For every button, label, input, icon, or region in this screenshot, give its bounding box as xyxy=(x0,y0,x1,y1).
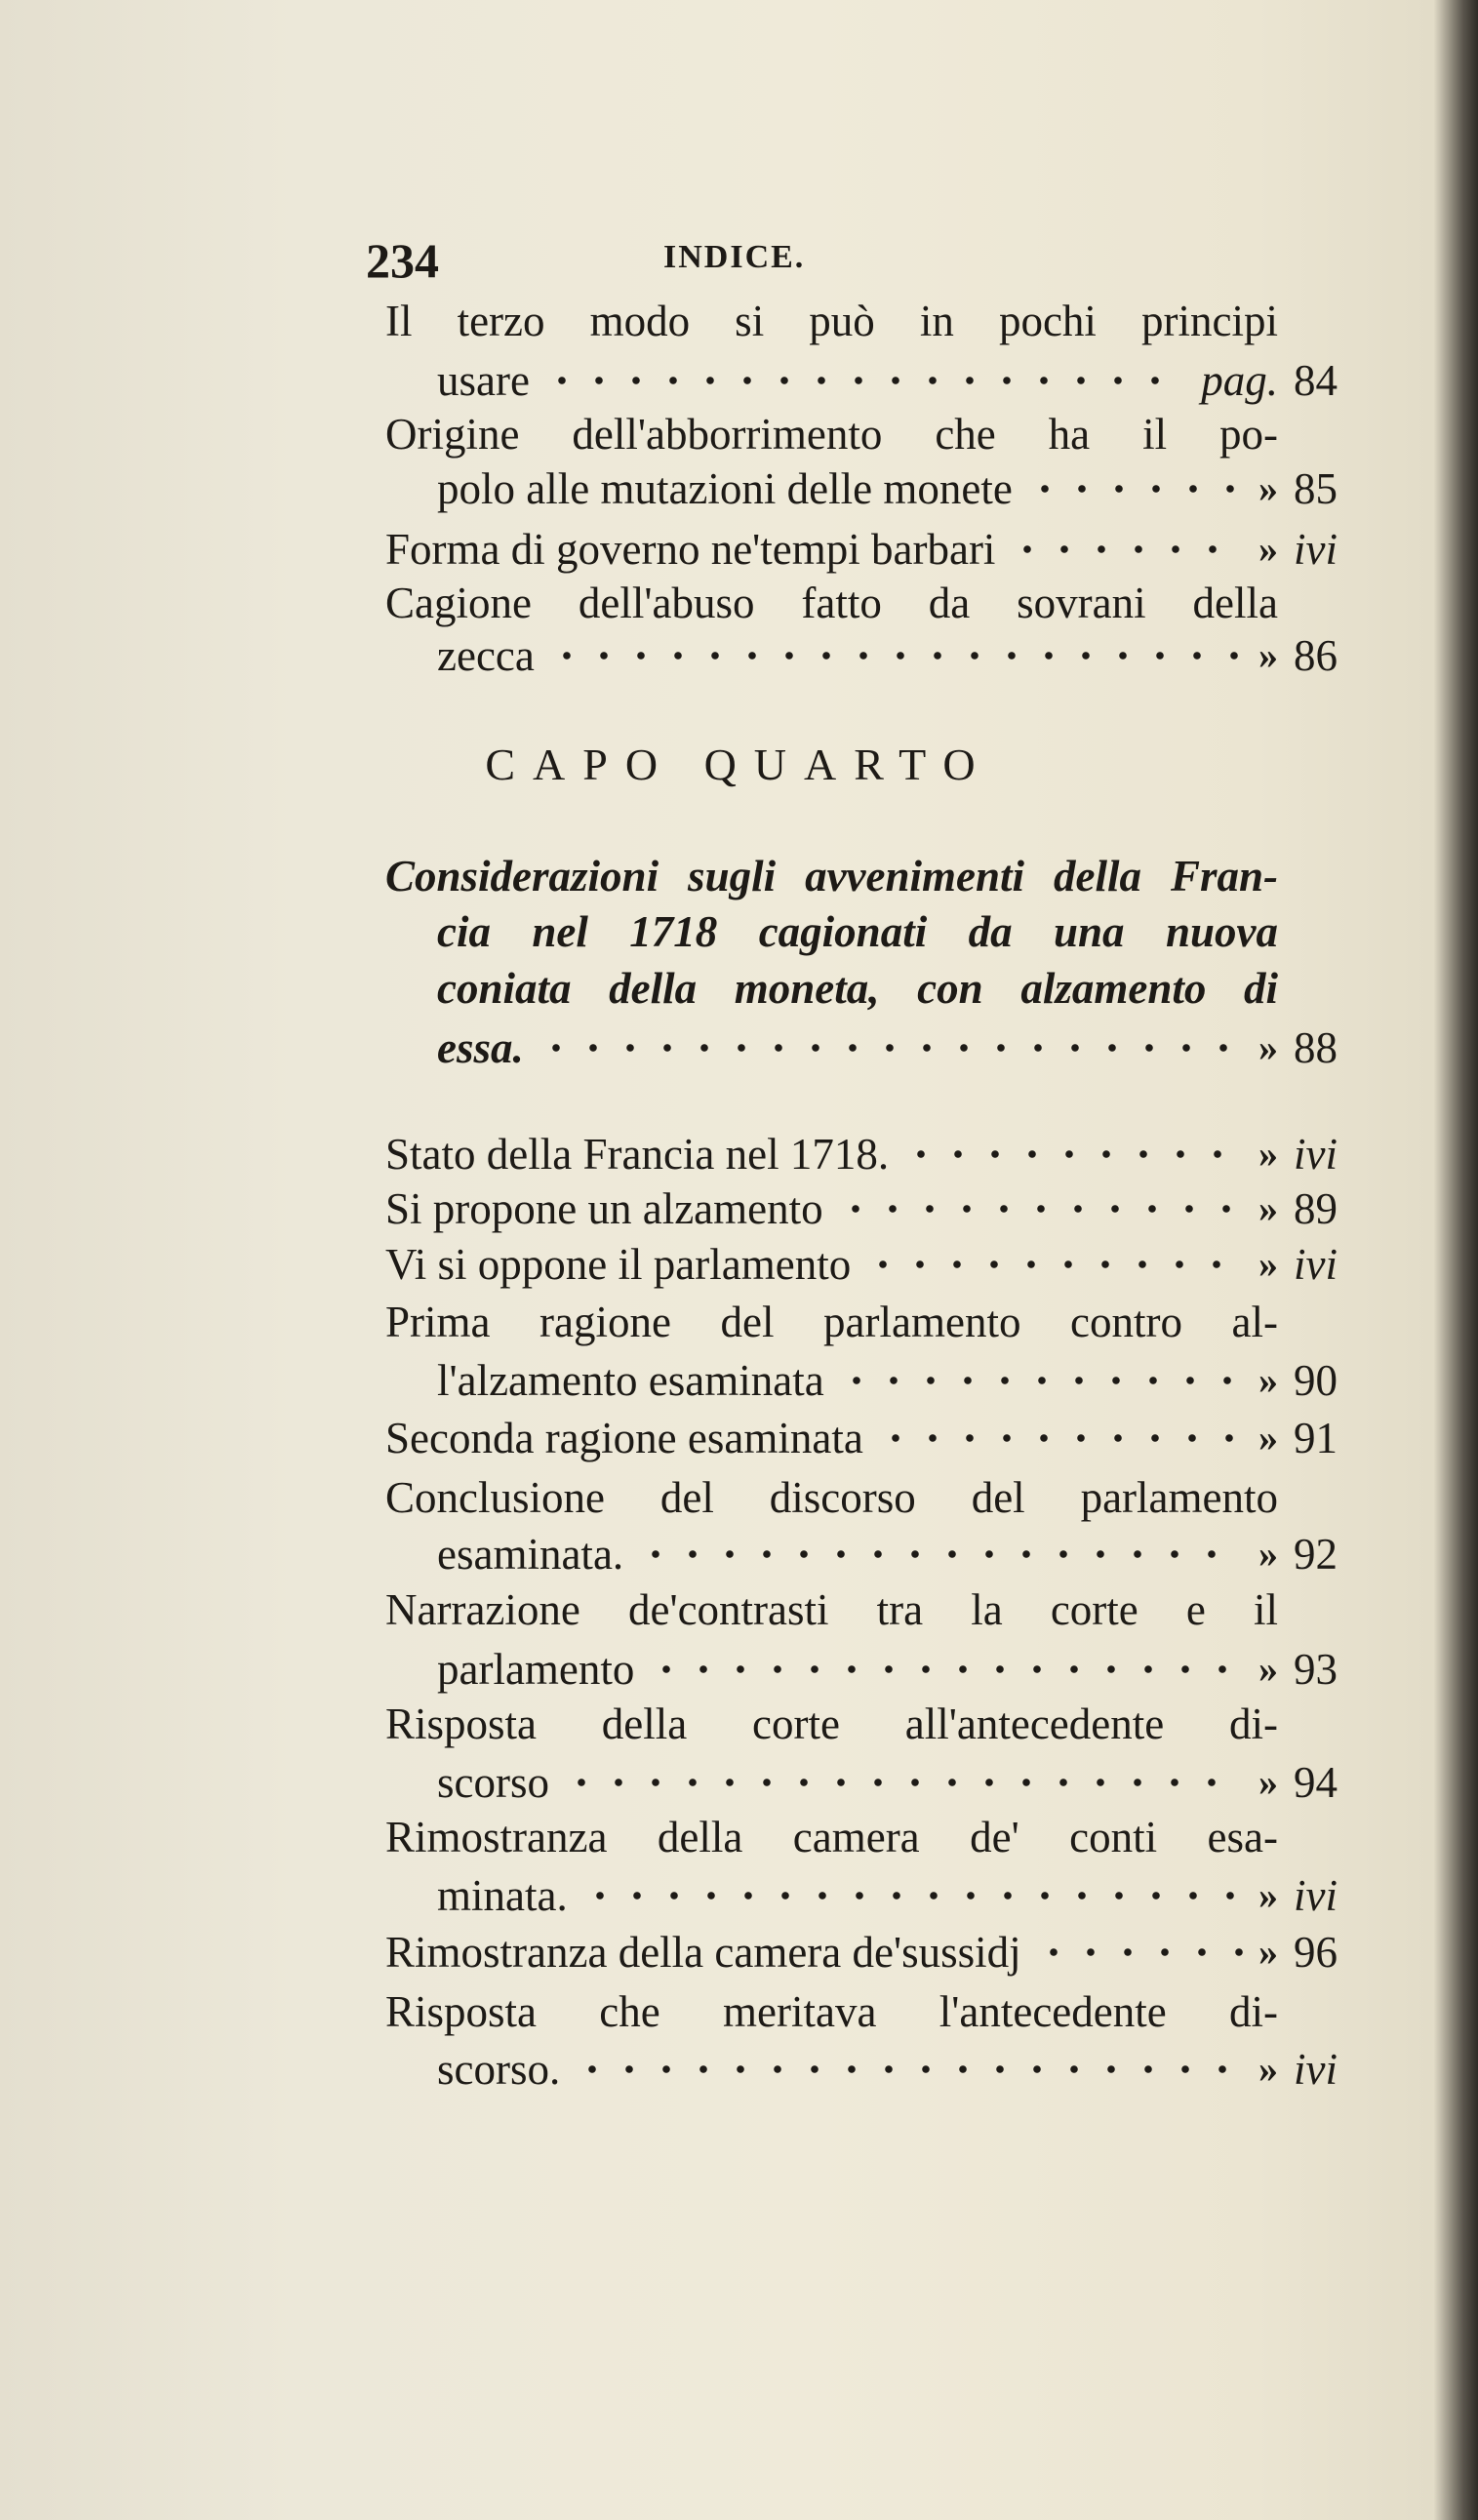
page-number: 234 xyxy=(366,233,439,288)
page-ref: 85 xyxy=(1294,464,1338,513)
page-ref: ivi xyxy=(1294,1240,1338,1289)
ditto-marker: » xyxy=(1258,1647,1278,1691)
page-ref: ivi xyxy=(1294,2045,1338,2094)
entry-leader-line xyxy=(385,520,1278,579)
dot-leader xyxy=(574,2062,1245,2076)
page-marker: pag. xyxy=(1201,356,1278,405)
ditto-marker: » xyxy=(1258,1358,1278,1402)
dot-leader xyxy=(538,1041,1245,1055)
dot-leader xyxy=(902,1147,1245,1161)
ditto-marker: » xyxy=(1258,1873,1278,1917)
entry-text: zecca xyxy=(437,631,535,680)
page-ref: 89 xyxy=(1294,1184,1338,1233)
dot-leader xyxy=(1035,1945,1245,1959)
running-title: INDICE. xyxy=(663,239,806,275)
ditto-marker: » xyxy=(1258,2047,1278,2091)
entry-line: Il terzo modo si può in pochi principi xyxy=(385,297,1278,345)
page-ref: 96 xyxy=(1294,1928,1338,1977)
dot-leader xyxy=(1026,482,1245,496)
dot-leader xyxy=(837,1202,1245,1216)
ditto-marker: » xyxy=(1258,1242,1278,1286)
dot-leader xyxy=(648,1662,1245,1676)
entry-text: parlamento xyxy=(437,1645,635,1694)
entry-line: Risposta che meritava l'antecedente di- xyxy=(385,1987,1278,2036)
ditto-marker: » xyxy=(1258,1025,1278,1069)
page-ref: 86 xyxy=(1294,631,1338,680)
dot-leader xyxy=(563,1776,1245,1789)
page-ref: 91 xyxy=(1294,1414,1338,1462)
dot-leader xyxy=(543,374,1187,387)
ditto-marker: » xyxy=(1258,466,1278,510)
ditto-marker: » xyxy=(1258,1186,1278,1230)
entry-leader-line xyxy=(385,1180,1278,1238)
entry-leader-line xyxy=(437,1019,1278,1077)
entry-line: Conclusione del discorso del parlamento xyxy=(385,1473,1278,1522)
chapter-heading: CAPO QUARTO xyxy=(485,740,993,789)
entry-line: Origine dell'abborrimento che ha il po- xyxy=(385,410,1278,459)
page-ref: 88 xyxy=(1294,1023,1338,1072)
entry-text: scorso xyxy=(437,1758,549,1807)
chapter-summary-line: Considerazioni sugli avvenimenti della Fran- xyxy=(385,852,1278,900)
entry-text: Rimostranza della camera de'sussidj xyxy=(385,1928,1021,1977)
page-ref: 92 xyxy=(1294,1530,1338,1579)
page-ref: ivi xyxy=(1294,1871,1338,1920)
ditto-marker: » xyxy=(1258,527,1278,571)
entry-leader-line xyxy=(385,1235,1278,1294)
entry-text: Forma di governo ne'tempi barbari xyxy=(385,525,996,574)
entry-leader-line xyxy=(437,626,1278,685)
dot-leader xyxy=(637,1547,1245,1561)
page-ref: 94 xyxy=(1294,1758,1338,1807)
entry-line: Cagione dell'abuso fatto da sovrani della xyxy=(385,579,1278,627)
entry-text: usare xyxy=(437,356,530,405)
entry-text: Vi si oppone il parlamento xyxy=(385,1240,852,1289)
entry-text: polo alle mutazioni delle monete xyxy=(437,464,1013,513)
entry-text: Stato della Francia nel 1718. xyxy=(385,1130,890,1179)
dot-leader xyxy=(581,1889,1245,1902)
ditto-marker: » xyxy=(1258,633,1278,677)
entry-text: minata. xyxy=(437,1871,568,1920)
page-ref: 90 xyxy=(1294,1356,1338,1405)
entry-line: Narrazione de'contrasti tra la corte e il xyxy=(385,1585,1278,1634)
dot-leader xyxy=(548,649,1245,662)
entry-line: Risposta della corte all'antecedente di- xyxy=(385,1700,1278,1748)
entry-leader-line xyxy=(437,1640,1278,1699)
entry-leader-line xyxy=(437,1351,1278,1410)
page-ref: ivi xyxy=(1294,1130,1338,1179)
entry-leader-line xyxy=(437,1525,1278,1583)
entry-text: Si propone un alzamento xyxy=(385,1184,823,1233)
entry-leader-line xyxy=(385,1125,1278,1183)
entry-leader-line xyxy=(437,460,1278,518)
dot-leader xyxy=(1009,542,1245,556)
entry-line: Rimostranza della camera de' conti esa- xyxy=(385,1813,1278,1861)
chapter-summary-line: coniata della moneta, con alzamento di xyxy=(437,964,1278,1013)
ditto-marker: » xyxy=(1258,1132,1278,1176)
ditto-marker: » xyxy=(1258,1416,1278,1460)
page-ref: 84 xyxy=(1294,356,1338,405)
entry-line: Prima ragione del parlamento contro al- xyxy=(385,1298,1278,1346)
entry-leader-line xyxy=(437,1753,1278,1812)
entry-text: Seconda ragione esaminata xyxy=(385,1414,863,1462)
ditto-marker: » xyxy=(1258,1760,1278,1804)
page-ref: 93 xyxy=(1294,1645,1338,1694)
entry-leader-line xyxy=(437,1866,1278,1925)
entry-text: essa. xyxy=(437,1023,524,1072)
entry-leader-line xyxy=(437,2040,1278,2099)
entry-leader-line xyxy=(385,1409,1278,1467)
ditto-marker: » xyxy=(1258,1930,1278,1974)
entry-text: scorso. xyxy=(437,2045,561,2094)
entry-leader-line xyxy=(437,351,1278,410)
chapter-summary-line: cia nel 1718 cagionati da una nuova xyxy=(437,907,1278,956)
ditto-marker: » xyxy=(1258,1532,1278,1576)
entry-leader-line xyxy=(385,1923,1278,1981)
entry-text: esaminata. xyxy=(437,1530,624,1579)
dot-leader xyxy=(864,1258,1245,1271)
dot-leader xyxy=(838,1374,1245,1387)
entry-text: l'alzamento esaminata xyxy=(437,1356,824,1405)
page-ref: ivi xyxy=(1294,525,1338,574)
dot-leader xyxy=(877,1431,1245,1445)
